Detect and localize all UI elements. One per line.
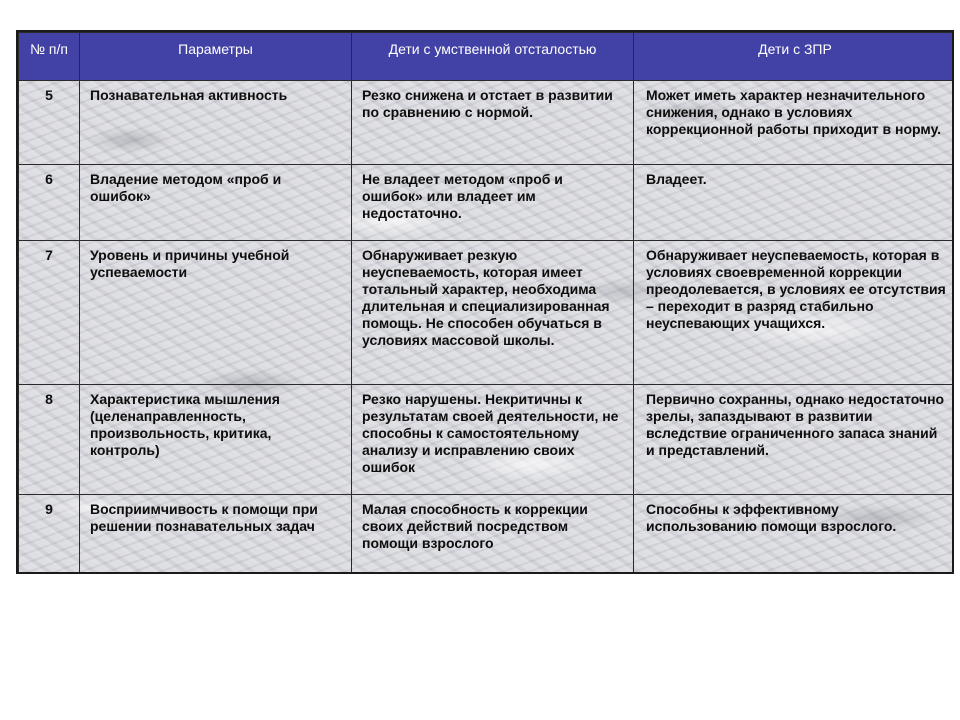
header-zpr: Дети с ЗПР [634, 33, 955, 81]
table-header-row [19, 33, 955, 81]
row-parameter: Восприимчивость к помощи при решении познавательных задач [80, 495, 352, 575]
row-number: 6 [19, 165, 80, 241]
row-zpr: Может иметь характер незначительного снижения, однако в условиях коррекционной работы приходит в норму. [634, 81, 955, 165]
header-number: № п/п [19, 33, 80, 81]
header-mental-retardation: Дети с умственной отсталостью [352, 33, 634, 81]
row-number: 7 [19, 241, 80, 385]
row-mental-retardation: Малая способность к коррекции своих действий посредством помощи взрослого [352, 495, 634, 575]
row-number: 8 [19, 385, 80, 495]
row-mental-retardation: Обнаруживает резкую неуспеваемость, которая имеет тотальный характер, необходима длительная и специализированная помощь. Не способен обучаться в условиях массовой школы. [352, 241, 634, 385]
table-row [19, 165, 955, 241]
row-mental-retardation: Резко нарушены. Некритичны к результатам своей деятельности, не способны к самостоятельному анализу и исправлению своих ошибок [352, 385, 634, 495]
row-number: 9 [19, 495, 80, 575]
table-row [19, 241, 955, 385]
row-zpr: Владеет. [634, 165, 955, 241]
table-row [19, 81, 955, 165]
table-row [19, 385, 955, 495]
row-zpr: Обнаруживает неуспеваемость, которая в условиях своевременной коррекции преодолевается, в условиях ее отсутствия – переходит в разряд стабильно неуспевающих учащихся. [634, 241, 955, 385]
row-parameter: Характеристика мышления (целенаправленность, произвольность, критика, контроль) [80, 385, 352, 495]
row-parameter: Владение методом «проб и ошибок» [80, 165, 352, 241]
table-row [19, 495, 955, 575]
row-parameter: Познавательная активность [80, 81, 352, 165]
row-mental-retardation: Не владеет методом «проб и ошибок» или владеет им недостаточно. [352, 165, 634, 241]
row-zpr: Способны к эффективному использованию помощи взрослого. [634, 495, 955, 575]
row-parameter: Уровень и причины учебной успеваемости [80, 241, 352, 385]
row-zpr: Первично сохранны, однако недостаточно зрелы, запаздывают в развитии вследствие ограниченного запаса знаний и представлений. [634, 385, 955, 495]
comparison-table-grid [18, 32, 954, 574]
comparison-table [16, 30, 954, 574]
row-mental-retardation: Резко снижена и отстает в развитии по сравнению с нормой. [352, 81, 634, 165]
header-parameters: Параметры [80, 33, 352, 81]
row-number: 5 [19, 81, 80, 165]
